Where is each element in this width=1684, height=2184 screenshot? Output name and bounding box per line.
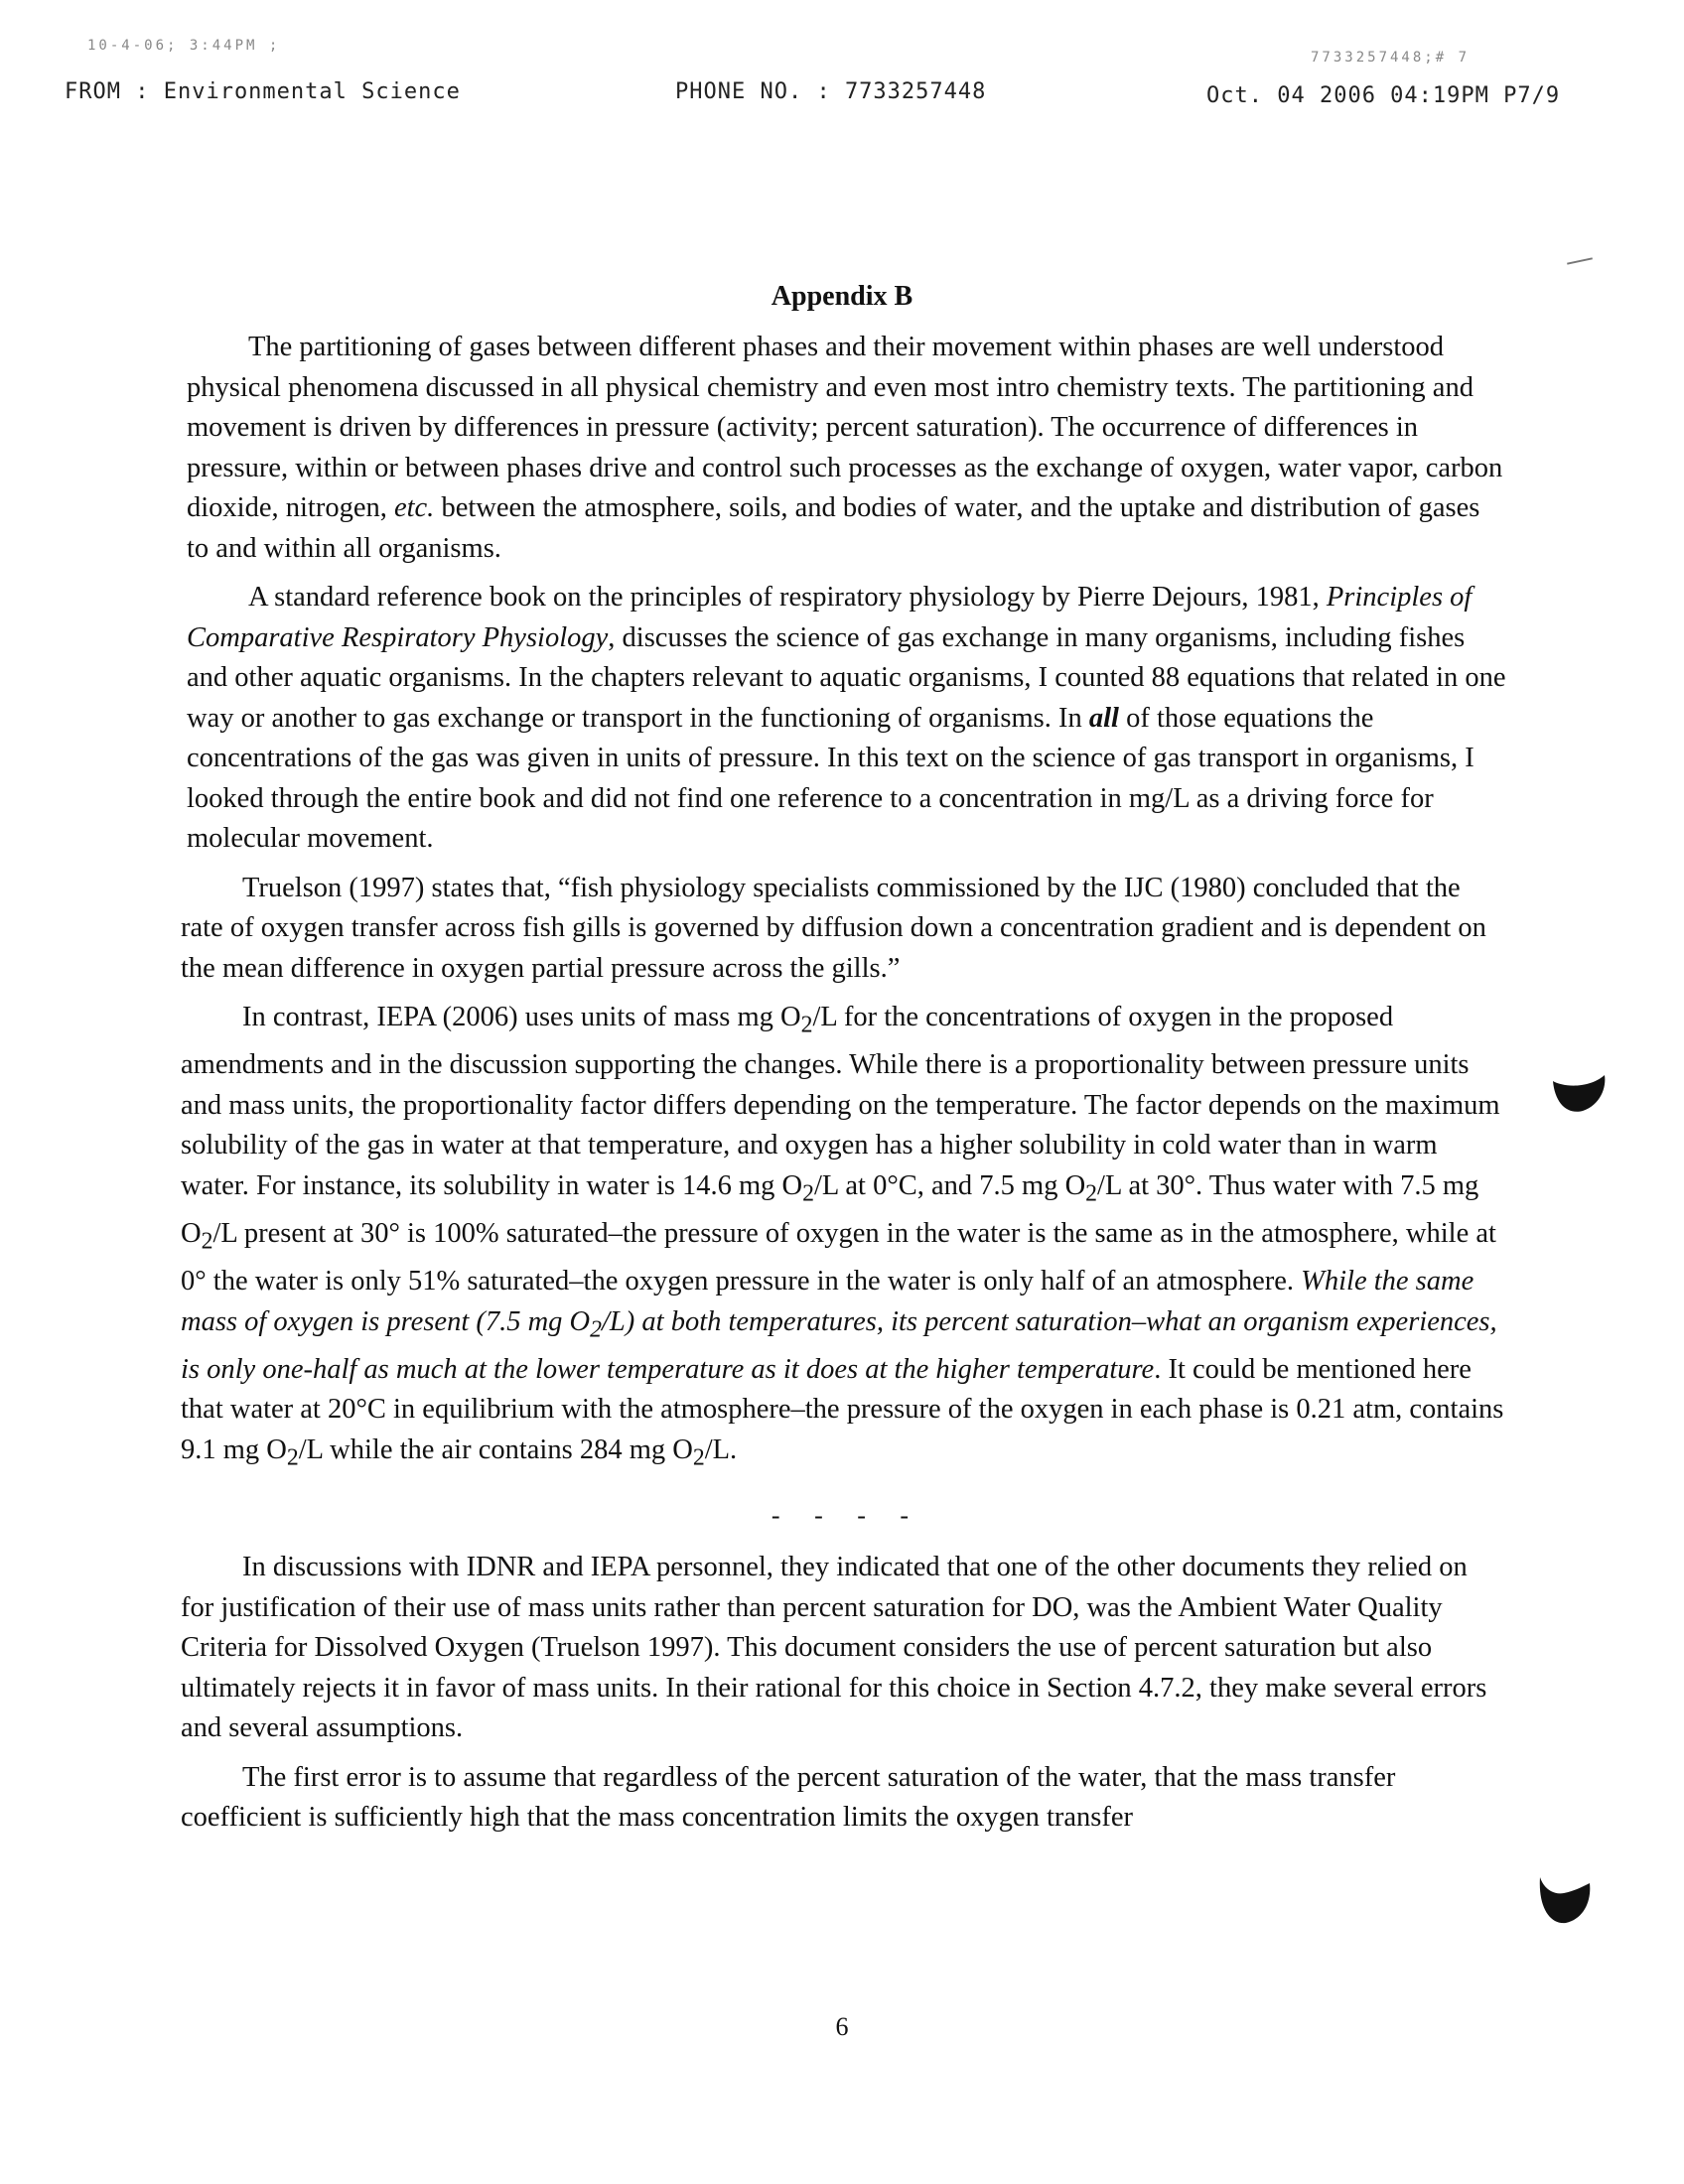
document-body [181, 328, 1507, 1847]
page-number: 6 [835, 2012, 849, 2041]
paragraph: In discussions with IDNR and IEPA personnel, they indicated that one of the other documents they relied on for justification of their use of mass units rather than percent saturation for DO, was the Ambient Water Quality Criteria for Dissolved Oxygen (Truelson 1997). This document considers the use of percent saturation but also ultimately rejects it in favor of mass units. In their rational for this choice in Section 4.7.2, they make several errors and several assumptions. [181, 1552, 1487, 1744]
fax-from: FROM : Environmental Science [65, 79, 461, 104]
paragraph: A standard reference book on the principles of respiratory physiology by Pierre Dejours, 1981, Principles of Comparative Respiratory Physiology, discusses the science of gas exchange in many organisms, including fishes and other aquatic organisms. In the chapters relevant to aquatic organisms, I counted 88 equations that related in one way or another to gas exchange or transport in the functioning of organisms. In all of those equations the concentrations of the gas was given in units of pressure. In this text on the science of gas transport in organisms, I looked through the entire book and did not find one reference to a concentration in mg/L as a driving force for molecular movement. [187, 582, 1506, 854]
fax-datetime: Oct. 04 2006 04:19PM P7/9 [1206, 83, 1561, 108]
scan-mark [1567, 257, 1593, 264]
fax-phone: PHONE NO. : 7733257448 [675, 79, 987, 104]
fax-tiny-left: 10-4-06; 3:44PM ; [87, 38, 281, 54]
punch-hole-mark [1534, 1871, 1594, 1931]
paragraph: Truelson (1997) states that, “fish physiology specialists commissioned by the IJC (1980) concluded that the rate of oxygen transfer across fish gills is governed by diffusion down a concentration gradient and is dependent on the mean difference in oxygen partial pressure across the gills.” [181, 872, 1486, 984]
paragraph: In contrast, IEPA (2006) uses units of mass mg $O_2/L$ for the concentrations of oxygen in the proposed amendments and in the discussion supporting the changes. While there is a proportionality between pressure units and mass units, the proportionality factor differs depending on the temperature. The factor depends on the maximum solubility of the gas in water at that temperature, and oxygen has a higher solubility in cold water than in warm water. For instance, its solubility in water is 14.6 mg $O_2/L$ at 0°C, and 7.5 mg $O_2/L$ at 30°. Thus water with 7.5 mg $O_2/L$ present at 30° is 100% saturated–the pressure of oxygen in the water is the same as in the atmosphere, while at 0° the water is only 51% saturated–the oxygen pressure in the water is only half of an atmosphere. While the same mass of oxygen is present (7.5 mg $O_2/L$) at both temperatures, its percent saturation–what an organism experiences, is only one-half as much at the lower temperature as it does at the higher temperature. It could be mentioned here that water at 20°C in equilibrium with the atmosphere–the pressure of the oxygen in each phase is 0.21 atm, contains 9.1 mg $O_2/L$ while the air contains 284 mg $O_2/L$. [181, 1002, 1504, 1471]
fax-tiny-right: 7733257448;# 7 [1311, 50, 1471, 66]
section-separator: - - - - [771, 1500, 923, 1530]
page-title: Appendix B [771, 281, 913, 312]
punch-hole-mark [1549, 1067, 1609, 1117]
paragraph: The first error is to assume that regardless of the percent saturation of the water, that the mass transfer coefficient is sufficiently high that the mass concentration limits the oxygen transfer [181, 1761, 1396, 1834]
book-title: Principles of Comparative Respiratory Physiology [187, 582, 1473, 653]
paragraph: The partitioning of gases between different phases and their movement within phases are well understood physical phenomena discussed in all physical chemistry and even most intro chemistry texts. The partitioning and movement is driven by differences in pressure (activity; percent saturation). The occurrence of differences in pressure, within or between phases drive and control such processes as the exchange of oxygen, water vapor, carbon dioxide, nitrogen, etc. between the atmosphere, soils, and bodies of water, and the uptake and distribution of gases to and within all organisms. [187, 332, 1503, 564]
